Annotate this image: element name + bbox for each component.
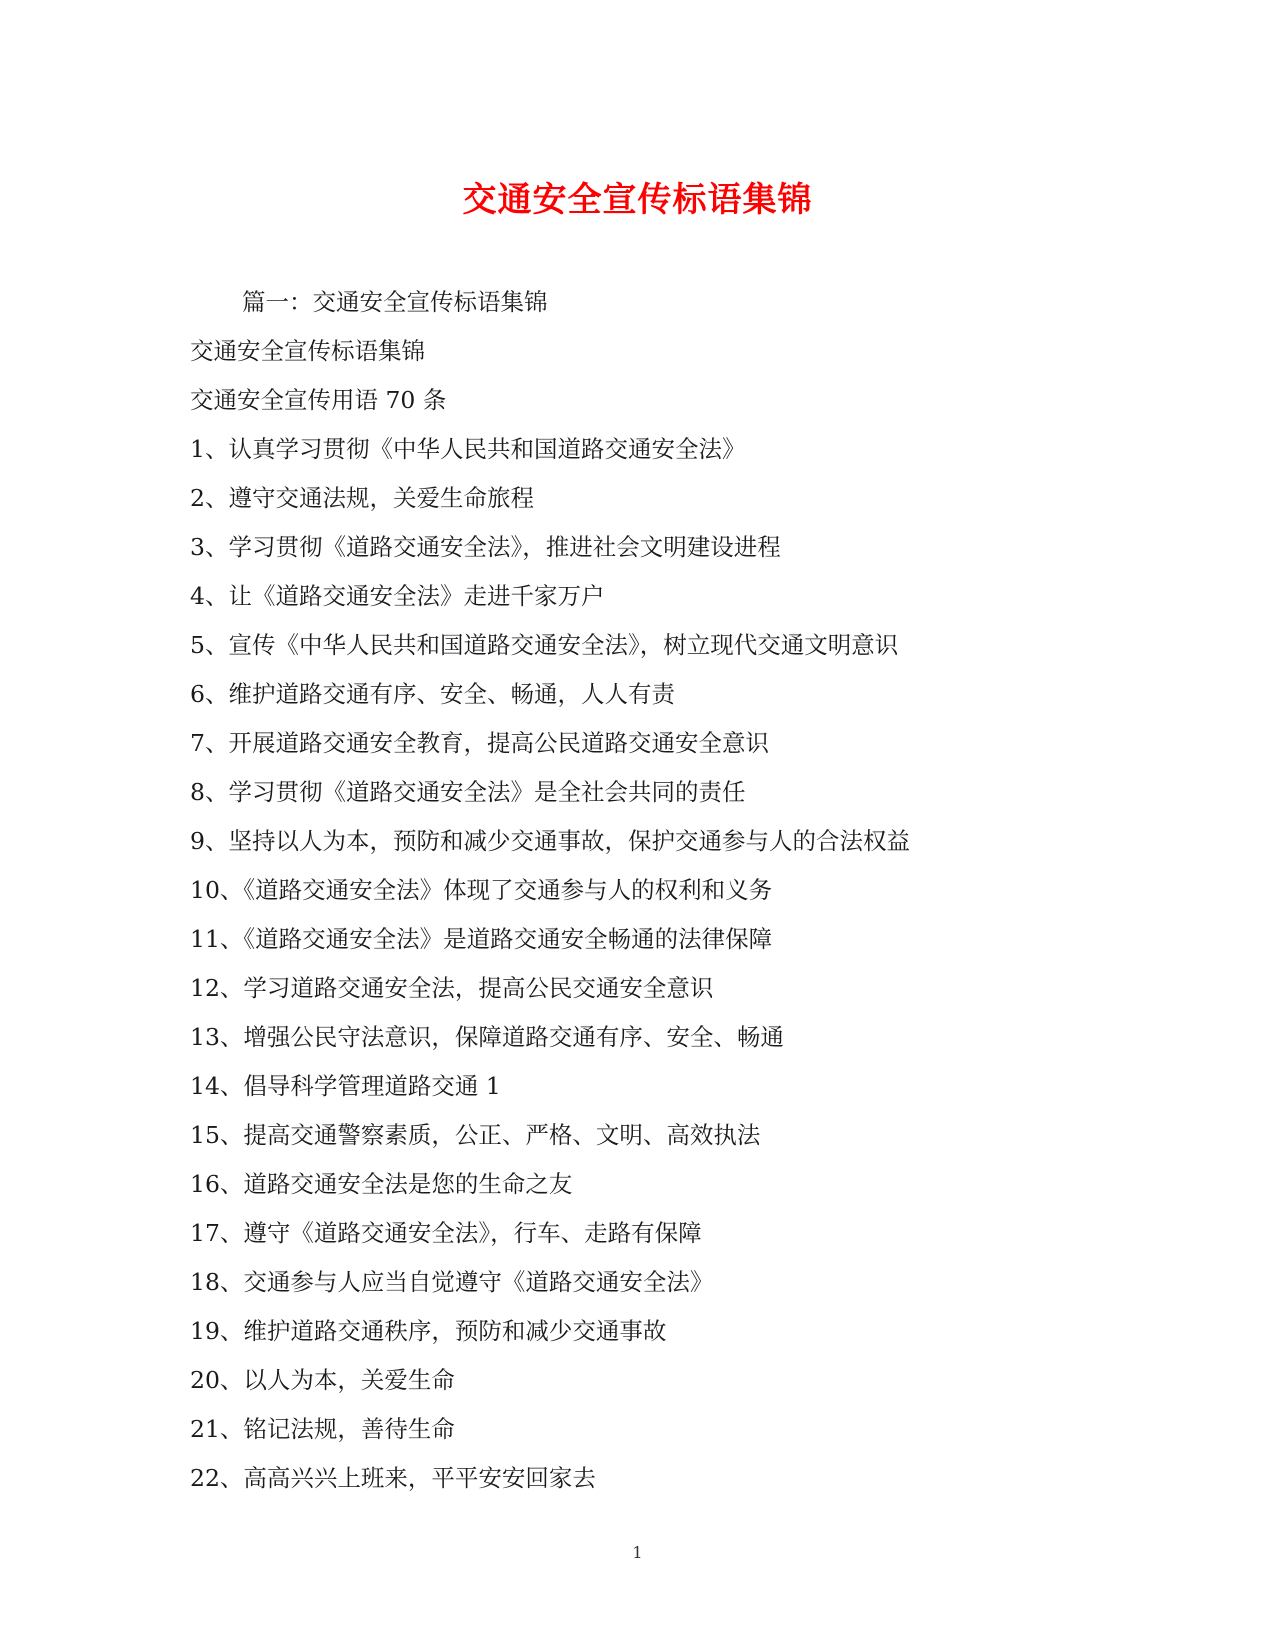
slogan-item: 20、以人为本，关爱生命	[190, 1366, 455, 1394]
slogan-item: 16、道路交通安全法是您的生命之友	[190, 1170, 573, 1198]
slogan-item: 15、提高交通警察素质，公正、严格、文明、高效执法	[190, 1121, 761, 1149]
slogan-item: 11、《道路交通安全法》是道路交通安全畅通的法律保障	[190, 925, 773, 953]
slogan-item: 2、遵守交通法规，关爱生命旅程	[190, 484, 534, 512]
slogan-item: 22、高高兴兴上班来，平平安安回家去	[190, 1464, 596, 1492]
slogan-item: 5、宣传《中华人民共和国道路交通安全法》，树立现代交通文明意识	[190, 631, 899, 659]
slogan-item: 13、增强公民守法意识，保障道路交通有序、安全、畅通	[190, 1023, 784, 1051]
slogan-item: 18、交通参与人应当自觉遵守《道路交通安全法》	[190, 1268, 714, 1296]
slogan-item: 7、开展道路交通安全教育，提高公民道路交通安全意识	[190, 729, 769, 757]
slogan-item: 8、学习贯彻《道路交通安全法》是全社会共同的责任	[190, 778, 746, 806]
slogan-item: 19、维护道路交通秩序，预防和减少交通事故	[190, 1317, 667, 1345]
slogan-item: 4、让《道路交通安全法》走进千家万户	[190, 582, 605, 610]
document-title: 交通安全宣传标语集锦	[462, 180, 813, 220]
slogan-item: 17、遵守《道路交通安全法》，行车、走路有保障	[190, 1219, 702, 1247]
document-body	[190, 278, 1150, 1503]
slogan-item: 3、学习贯彻《道路交通安全法》，推进社会文明建设进程	[190, 533, 781, 561]
slogan-item: 14、倡导科学管理道路交通 1	[190, 1072, 501, 1100]
paragraph: 交通安全宣传标语集锦	[190, 337, 425, 365]
slogan-item: 6、维护道路交通有序、安全、畅通，人人有责	[190, 680, 675, 708]
paragraph: 交通安全宣传用语 70 条	[190, 386, 447, 414]
slogan-item: 10、《道路交通安全法》体现了交通参与人的权利和义务	[190, 876, 773, 904]
slogan-item: 21、铭记法规，善待生命	[190, 1415, 455, 1443]
slogan-item: 12、学习道路交通安全法，提高公民交通安全意识	[190, 974, 714, 1002]
page-number: 1	[632, 1543, 643, 1562]
slogan-item: 9、坚持以人为本，预防和减少交通事故，保护交通参与人的合法权益	[190, 827, 910, 855]
section-heading: 篇一：交通安全宣传标语集锦	[242, 288, 548, 316]
slogan-item: 1、认真学习贯彻《中华人民共和国道路交通安全法》	[190, 435, 746, 463]
